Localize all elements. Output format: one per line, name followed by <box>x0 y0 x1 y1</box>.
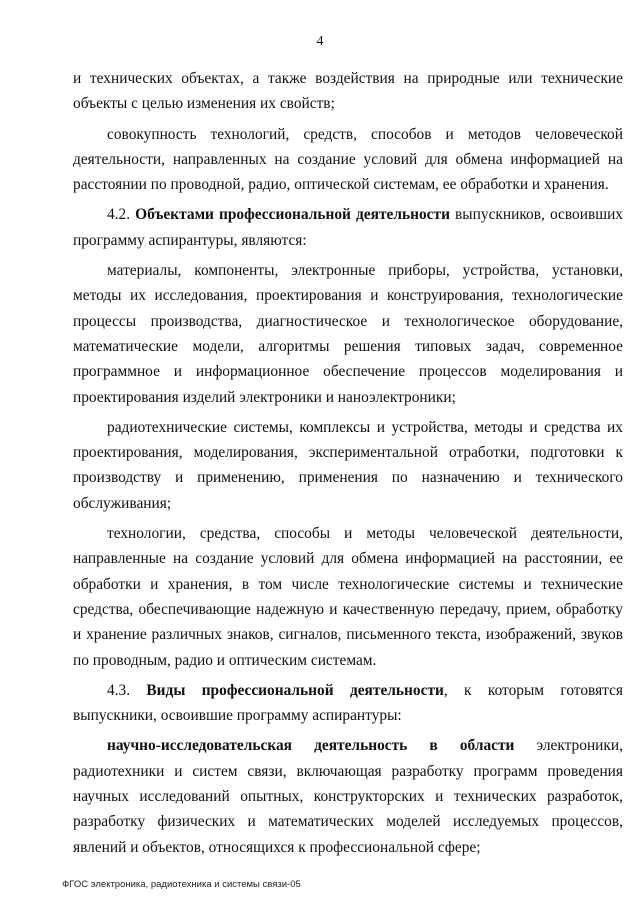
section-text: выпускников, освоивших программу аспирантуры, являются: <box>73 206 624 249</box>
section-heading: Виды профессиональной деятельности <box>146 681 444 699</box>
activity-text: электроники, радиотехники и систем связи, включающая разработку программ проведения научных исследований опытных, конструкторских и технических разработок, разработку физических и математических моделей исследуемых процессов, явлений и объектов, относящихся к профессиональной сфере; <box>73 737 623 856</box>
section-text: , к которым готовятся выпускники, освоившие программу аспирантуры: <box>73 681 623 725</box>
paragraph-section-4-2 <box>73 202 623 253</box>
document-body <box>73 66 623 860</box>
section-heading: Объектами профессиональной деятельности <box>135 206 450 224</box>
paragraph-technologies: совокупность технологий, средств, способов и методов человеческой деятельности, направленных на создание условий для обмена информацией на расстоянии по проводной, радио, оптической системам, ее обработки и хранения. <box>73 125 623 194</box>
paragraph-continuation: и технических объектах, а также воздействия на природные или технические объекты с целью изменения их свойств; <box>73 70 623 113</box>
page-footer: ФГОС электроника, радиотехника и системы связи-05 <box>62 879 301 890</box>
paragraph-section-4-3 <box>73 678 623 729</box>
paragraph-information-technologies: технологии, средства, способы и методы человеческой деятельности, направленные на создание условий для обмена информацией на расстоянии, ее обработки и хранения, в том числе технологические системы и технические средства, обеспечивающие надежную и качественную передачу, прием, обработку и хранение различных знаков, сигналов, письменного текста, изображений, звуков по проводным, радио и оптическим системам. <box>73 525 623 669</box>
page-number: 4 <box>316 34 324 49</box>
section-number: 4.2. <box>107 206 136 224</box>
paragraph-materials: материалы, компоненты, электронные приборы, устройства, установки, методы их исследования, проектирования и конструирования, технологические процессы производства, диагностическое и технологическое оборудование, математические модели, алгоритмы решения типовых задач, современное программное и информационное обеспечение процессов моделирования и проектирования изделий электроники и наноэлектроники; <box>73 262 623 406</box>
activity-heading: научно-исследовательская деятельность в области <box>107 737 515 755</box>
section-number: 4.3. <box>107 681 147 699</box>
paragraph-research-activity <box>73 733 623 859</box>
paragraph-radio-systems: радиотехнические системы, комплексы и устройства, методы и средства их проектирования, моделирования, экспериментальной отработки, подготовки к производству и применению, применения по назначению и технического обслуживания; <box>73 418 623 512</box>
